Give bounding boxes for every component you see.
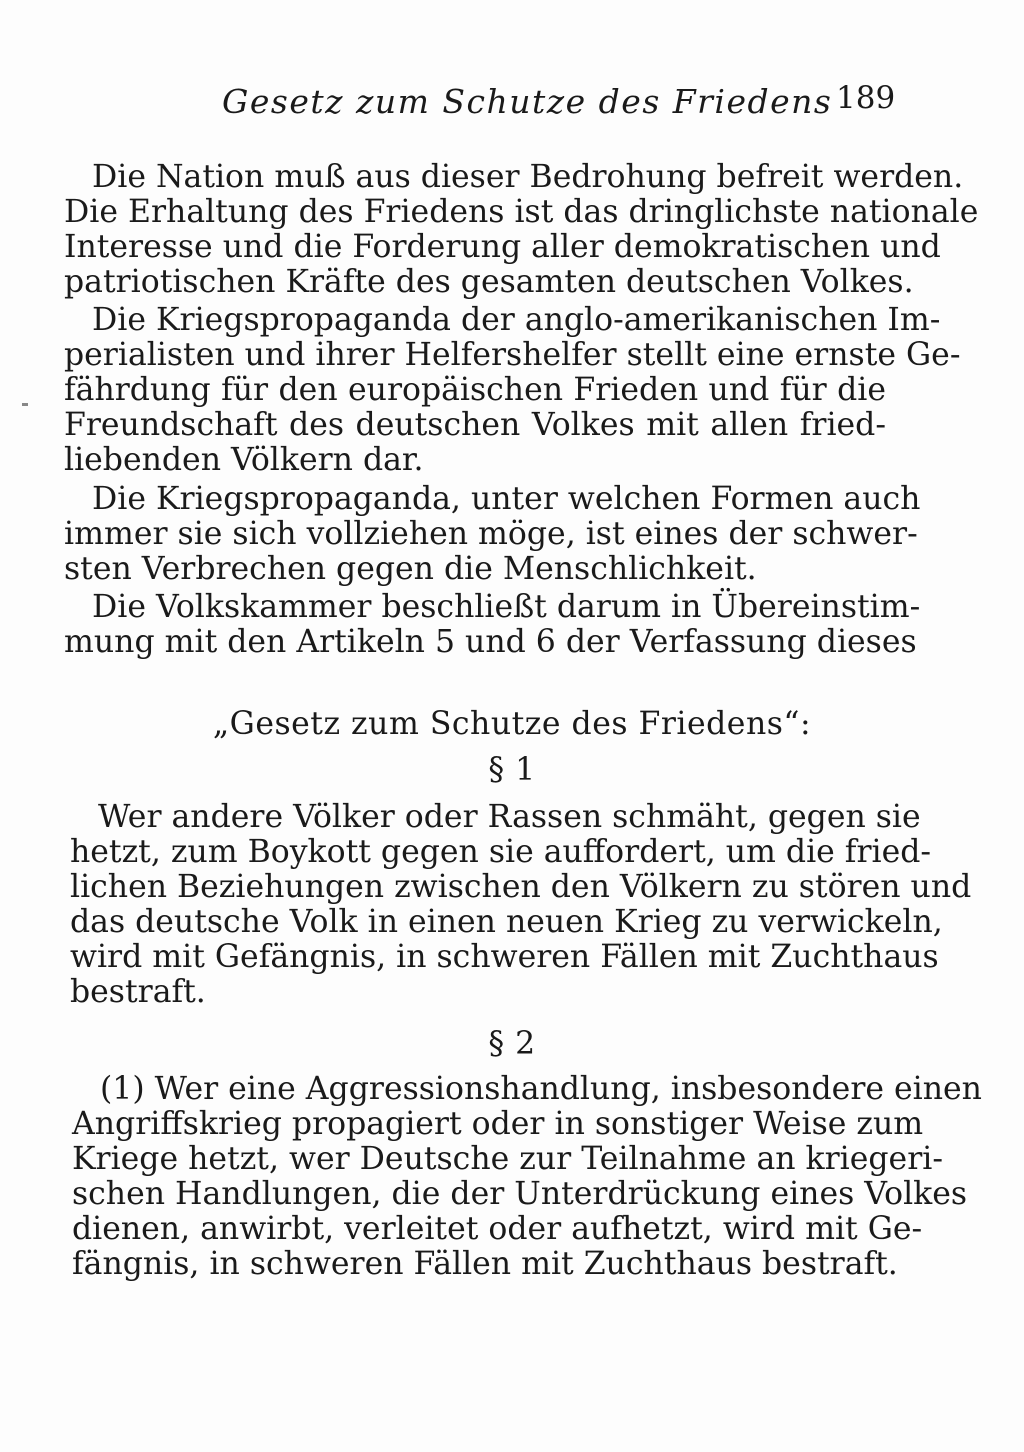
text-line: Die Kriegspropaganda, unter welchen Formen auch bbox=[92, 481, 921, 517]
text-line: perialisten und ihrer Helfershelfer stellt eine ernste Ge- bbox=[64, 337, 961, 373]
text-line: Kriege hetzt, wer Deutsche zur Teilnahme an kriegeri- bbox=[72, 1141, 943, 1177]
section-2-body bbox=[72, 1071, 982, 1282]
text-line: schen Handlungen, die der Unterdrückung eines Volkes bbox=[72, 1176, 968, 1212]
text-line: das deutsche Volk in einen neuen Krieg zu verwickeln, bbox=[70, 904, 943, 940]
running-head: Gesetz zum Schutze des Friedens bbox=[222, 82, 833, 121]
text-line: Die Nation muß aus dieser Bedrohung befreit werden. bbox=[92, 159, 964, 195]
text-line: mung mit den Artikeln 5 und 6 der Verfassung dieses bbox=[64, 624, 917, 660]
text-line: Wer andere Völker oder Rassen schmäht, gegen sie bbox=[98, 799, 921, 835]
paragraph-3 bbox=[64, 481, 921, 587]
law-title: „Gesetz zum Schutze des Friedens“: bbox=[212, 706, 812, 742]
paragraph-4 bbox=[64, 589, 921, 660]
text-line: hetzt, zum Boykott gegen sie auffordert, um die fried- bbox=[70, 834, 932, 870]
section-1-body bbox=[70, 799, 972, 1010]
paragraph-1 bbox=[64, 159, 979, 300]
text-line: Die Kriegspropaganda der anglo-amerikanischen Im- bbox=[92, 302, 941, 338]
text-line: immer sie sich vollziehen möge, ist eines der schwer- bbox=[64, 516, 918, 552]
text-line: fängnis, in schweren Fällen mit Zuchthaus bestraft. bbox=[72, 1246, 898, 1282]
paragraph-2 bbox=[64, 302, 961, 478]
text-line: Interesse und die Forderung aller demokratischen und bbox=[64, 229, 941, 265]
text-line: patriotischen Kräfte des gesamten deutschen Volkes. bbox=[64, 264, 914, 300]
text-line: Angriffskrieg propagiert oder in sonstiger Weise zum bbox=[72, 1106, 924, 1142]
text-line: Die Erhaltung des Friedens ist das dringlichste nationale bbox=[64, 194, 979, 230]
text-line: dienen, anwirbt, verleitet oder aufhetzt, wird mit Ge- bbox=[72, 1211, 923, 1247]
section-1-heading: § 1 bbox=[488, 752, 536, 788]
margin-mark bbox=[22, 403, 28, 406]
text-line: (1) Wer eine Aggressionshandlung, insbesondere einen bbox=[100, 1071, 982, 1107]
page-number: 189 bbox=[836, 80, 896, 116]
text-line: Die Volkskammer beschließt darum in Übereinstim- bbox=[92, 589, 921, 625]
text-line: fährdung für den europäischen Frieden und für die bbox=[64, 372, 886, 408]
text-line: lichen Beziehungen zwischen den Völkern zu stören und bbox=[70, 869, 972, 905]
text-line: liebenden Völkern dar. bbox=[64, 442, 424, 478]
section-2-heading: § 2 bbox=[488, 1026, 536, 1062]
text-line: bestraft. bbox=[70, 974, 206, 1010]
text-line: sten Verbrechen gegen die Menschlichkeit. bbox=[64, 551, 757, 587]
text-line: wird mit Gefängnis, in schweren Fällen mit Zuchthaus bbox=[70, 939, 939, 975]
text-line: Freundschaft des deutschen Volkes mit allen fried- bbox=[64, 407, 886, 443]
